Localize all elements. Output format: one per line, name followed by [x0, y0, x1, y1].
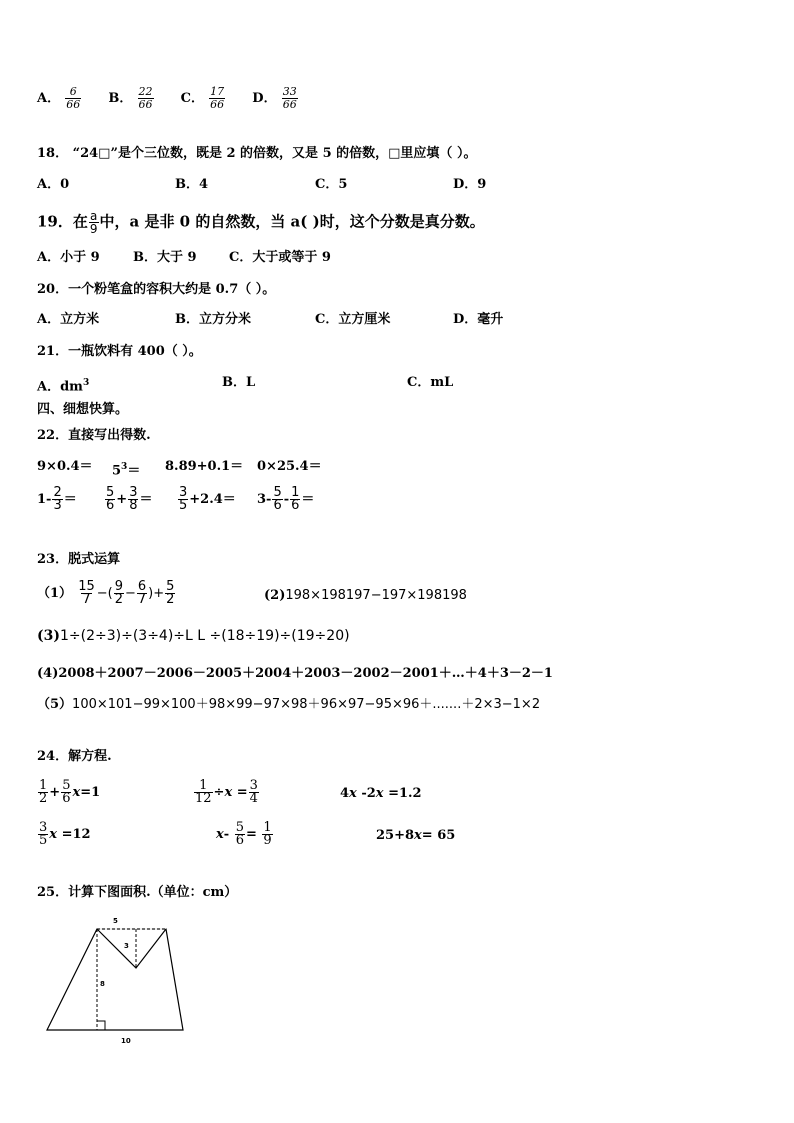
q24-stem: 24．解方程. [37, 749, 112, 764]
right-angle-mark [97, 1021, 105, 1030]
fraction: $\frac{15}{7}$ [78, 579, 95, 607]
label-inner: 3 [124, 942, 129, 950]
q20-stem: 20．一个粉笔盒的容积大约是 0.7（ ）。 [37, 282, 276, 297]
q19-stem: 19．在 $\frac{a}{9}$ 中，a 是非 0 的自然数，当 a( )时，这个分数是真分数。 [37, 209, 485, 236]
q22-item-3: 8.89+0.1＝ [165, 459, 244, 474]
fraction: $\frac{1}{9}$ [263, 820, 272, 848]
fraction: $\frac{3}{8}$ [129, 485, 138, 513]
fraction: $\frac{2}{3}$ [53, 485, 62, 513]
q17-options [37, 86, 299, 111]
fraction: $\frac{3}{5}$ [179, 485, 188, 513]
q22-item-5: 1- $\frac{2}{3}$ ＝ [37, 485, 77, 513]
fraction: $\frac{1}{12}$ [195, 778, 212, 806]
q18-option-d: D．9 [453, 177, 487, 192]
label-height: 8 [100, 980, 105, 988]
fraction: $\frac{5}{6}$ [235, 820, 244, 848]
fraction: $\frac{22}{66}$ [138, 85, 153, 111]
q22-item-2: $5^3=$ [112, 462, 141, 479]
inner-triangle-cut [97, 929, 166, 968]
q22-item-7: $\frac{3}{5}$ +2.4＝ [179, 485, 236, 513]
fraction: $\frac{33}{66}$ [282, 85, 297, 111]
q18-option-a: A．0 [37, 177, 70, 192]
fraction: $\frac{5}{6}$ [273, 485, 282, 513]
fraction: $\frac{9}{2}$ [114, 579, 123, 607]
q25-stem: 25．计算下图面积.（单位：cm） [37, 885, 238, 900]
fraction: $\frac{5}{6}$ [106, 485, 115, 513]
q20-option-d: D．毫升 [453, 312, 504, 327]
q23-part-5: （5）100×101−99×100＋98×99−97×98＋96×97−95×96＋.......＋2×3−1×2 [37, 697, 541, 712]
q24-equation-3: 4x -2x =1.2 [340, 786, 422, 801]
q23-part-2: (2)198×198197−197×198198 [264, 588, 467, 603]
fraction: $\frac{1}{2}$ [39, 778, 48, 806]
q19-option-c: C．大于或等于 9 [229, 250, 331, 265]
fraction: $\frac{a}{9}$ [89, 209, 98, 236]
q24-equation-1: $\frac{1}{2}$ + $\frac{5}{6}$ x=1 [39, 778, 101, 806]
q20-option-c: C．立方厘米 [315, 312, 391, 327]
q21-option-a: A．$dm^3$ [37, 378, 90, 395]
q22-item-8: 3- $\frac{5}{6}$ - $\frac{1}{6}$ ＝ [257, 485, 315, 513]
trapezoid-outline [47, 929, 183, 1030]
q21-option-c: C．mL [407, 375, 454, 390]
q21-option-b: B．L [222, 375, 256, 390]
q20-option-a: A．立方米 [37, 312, 100, 327]
q24-equation-6: 25+8x= 65 [376, 828, 456, 843]
q19-option-b: B．大于 9 [133, 250, 197, 265]
fraction: $\frac{17}{66}$ [210, 85, 225, 111]
q22-item-4: 0×25.4＝ [257, 459, 322, 474]
trapezoid-figure [40, 908, 240, 1048]
q23-stem: 23．脱式运算 [37, 552, 121, 567]
fraction: $\frac{6}{7}$ [137, 579, 147, 607]
section-heading: 四、细想快算。 [37, 402, 129, 417]
fraction: $\frac{5}{2}$ [166, 579, 175, 607]
q22-stem: 22．直接写出得数. [37, 428, 151, 443]
q18-option-c: C．5 [315, 177, 348, 192]
q20-option-b: B．立方分米 [175, 312, 251, 327]
q22-item-6: $\frac{5}{6}$ + $\frac{3}{8}$ ＝ [106, 485, 153, 513]
fraction: $\frac{5}{6}$ [62, 778, 71, 806]
q24-equation-2: $\frac{1}{12}$ ÷x = $\frac{3}{4}$ [195, 778, 258, 806]
q24-equation-5: x- $\frac{5}{6}$ = $\frac{1}{9}$ [216, 820, 272, 848]
q23-part-4: (4)2008＋2007－2006－2005＋2004＋2003－2002－2001＋…＋4＋3－2－1 [37, 666, 553, 681]
label-top: 5 [113, 917, 118, 925]
fraction: $\frac{3}{5}$ [39, 820, 48, 848]
q18-stem: 18． “24□”是个三位数，既是 2 的倍数，又是 5 的倍数，□里应填（ ）。 [37, 146, 477, 161]
q19-option-a: A．小于 9 [37, 250, 100, 265]
q23-part-1: （1） $\frac{15}{7}$ −( $\frac{9}{2}$ − $\frac{6}{7}$ )+ $\frac{5}{2}$ [37, 579, 175, 607]
q17-option-d: D． $\frac{33}{66}$ [252, 85, 297, 111]
q18-option-b: B．4 [175, 177, 209, 192]
fraction: $\frac{1}{6}$ [291, 485, 300, 513]
q23-part-3: (3)1÷(2÷3)÷(3÷4)÷L L ÷(18÷19)÷(19÷20) [37, 628, 350, 644]
fraction: $\frac{3}{4}$ [249, 778, 258, 806]
q21-stem: 21．一瓶饮料有 400（ ）。 [37, 344, 202, 359]
label-bottom: 10 [121, 1037, 131, 1045]
q24-equation-4: $\frac{3}{5}$ x =12 [39, 820, 91, 848]
q17-option-c: C． $\frac{17}{66}$ [180, 85, 225, 111]
q17-option-b: B． $\frac{22}{66}$ [108, 85, 153, 111]
fraction: $\frac{6}{66}$ [66, 85, 81, 111]
q22-item-1: 9×0.4＝ [37, 459, 93, 474]
q17-option-a: A． $\frac{6}{66}$ [37, 85, 81, 111]
